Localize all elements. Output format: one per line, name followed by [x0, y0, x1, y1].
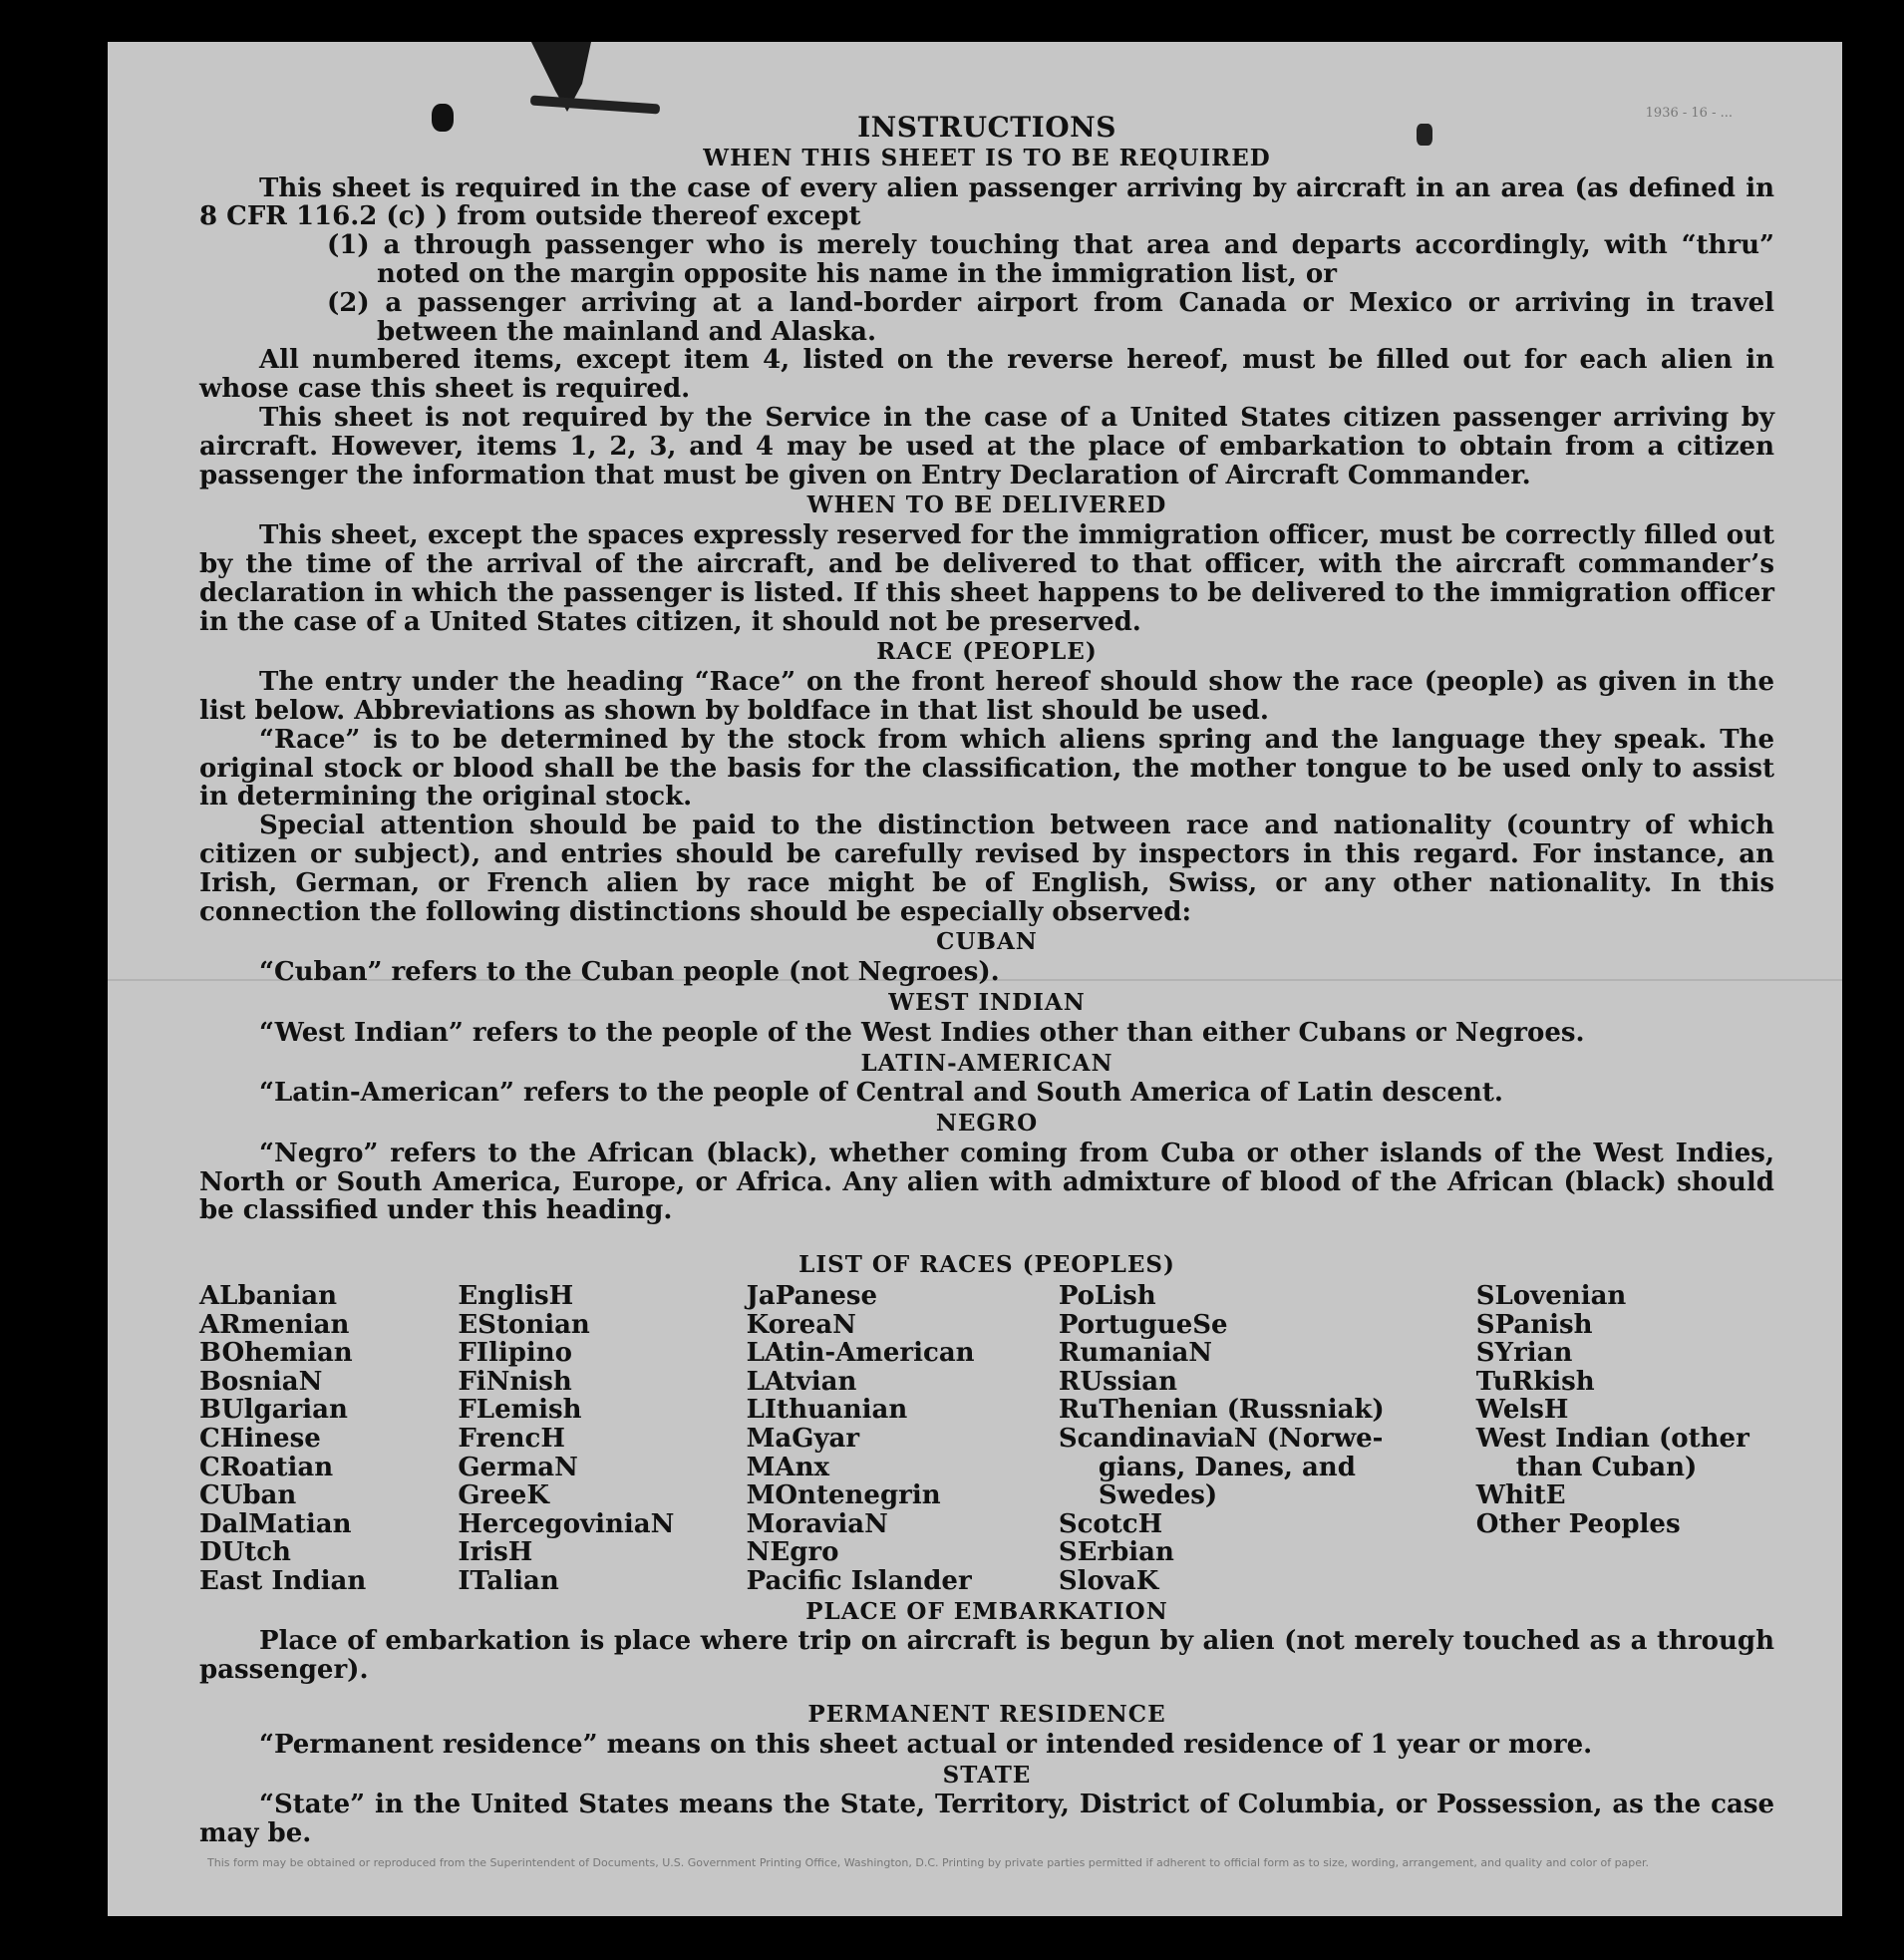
race-entry: ALbanian	[199, 1281, 338, 1312]
paragraph-cuban: “Cuban” refers to the Cuban people (not Negroes).	[259, 957, 1000, 988]
paragraph-residence: “Permanent residence” means on this sheet actual or intended residence of 1 year or more.	[259, 1729, 1593, 1760]
race-entry: SlovaK	[1058, 1566, 1159, 1597]
document-sheet	[108, 42, 1842, 1916]
race-entry: IrisH	[458, 1537, 533, 1568]
heading-cuban: CUBAN	[936, 928, 1038, 956]
exception-item-2: (2) a passenger arriving at a land-border airport from Canada or Mexico or arriving in travel between the mainland and Alaska.	[327, 287, 1774, 347]
races-column-5	[1476, 1282, 1774, 1596]
race-entry: FrencH	[458, 1424, 565, 1455]
race-entry: SLovenian	[1475, 1281, 1627, 1312]
race-entry: LIthuanian	[746, 1395, 908, 1426]
race-entry: CRoatian	[199, 1452, 334, 1482]
race-entry: LAtvian	[746, 1366, 857, 1397]
race-entry: TuRkish	[1475, 1366, 1595, 1397]
race-entry: ARmenian	[199, 1309, 350, 1340]
race-entry: MoraviaN	[746, 1508, 888, 1539]
footer-fine-print: This form may be obtained or reproduced from the Superintendent of Documents, U.S. Government Printing Office, Washington, D.C. Printing by private parties permitted if adherent to official form as to size, wording, arrangement, and quality and color of paper.	[207, 1856, 1650, 1869]
paragraph-race-1: The entry under the heading “Race” on the front hereof should show the race (people) as given in the list below. Abbreviations as shown by boldface in that list should be used.	[199, 667, 1774, 726]
heading-west-indian: WEST INDIAN	[888, 988, 1086, 1016]
heading-latin-american: LATIN-AMERICAN	[860, 1049, 1113, 1077]
exception-item-1: (1) a through passenger who is merely touching that area and departs accordingly, with “thru” noted on the margin opposite his name in the immigration list, or	[327, 230, 1774, 289]
paragraph-required: This sheet is required in the case of every alien passenger arriving by aircraft in an area (as defined in 8 CFR 116.2 (c) ) from outside thereof except	[199, 172, 1774, 232]
paragraph-latin-american: “Latin-American” refers to the people of Central and South America of Latin descent.	[259, 1078, 1503, 1109]
paragraph-embarkation: Place of embarkation is place where trip on aircraft is begun by alien (not merely touched as a through passenger).	[199, 1626, 1774, 1686]
page-title: INSTRUCTIONS	[857, 111, 1116, 144]
race-entry: SErbian	[1058, 1537, 1174, 1568]
ink-smear	[530, 95, 660, 114]
race-entry: PoLish	[1058, 1281, 1156, 1312]
paragraph-state: “State” in the United States means the State, Territory, District of Columbia, or Possession, as the case may be.	[199, 1790, 1774, 1849]
race-entry: Pacific Islander	[746, 1566, 972, 1597]
races-list	[199, 1282, 1774, 1596]
race-entry: Other Peoples	[1475, 1508, 1681, 1539]
race-entry: SPanish	[1475, 1309, 1593, 1340]
paragraph-not-required: This sheet is not required by the Service in the case of a United States citizen passenger arriving by aircraft. However, items 1, 2, 3, and 4 may be used at the place of embarkation to obtain from a citizen passenger the information that must be given on Entry Declaration of Aircraft Commander.	[199, 402, 1774, 490]
race-entry: RumaniaN	[1058, 1338, 1213, 1369]
paragraph-delivered: This sheet, except the spaces expressly reserved for the immigration officer, must be correctly filled out by the time of the arrival of the aircraft, and be delivered to that officer, with the aircraft commander’s declaration in which the passenger is listed. If this sheet happens to be delivered to the immigration officer in the case of a United States citizen, it should not be preserved.	[199, 520, 1774, 637]
race-entry: FLemish	[458, 1395, 582, 1426]
race-entry: PortugueSe	[1058, 1309, 1228, 1340]
race-entry: SYrian	[1475, 1338, 1573, 1369]
race-entry: GermaN	[458, 1452, 578, 1482]
races-column-1	[199, 1282, 458, 1596]
race-entry: RUssian	[1058, 1366, 1177, 1397]
race-entry: EStonian	[458, 1309, 590, 1340]
race-entry: KoreaN	[746, 1309, 856, 1340]
heading-negro: NEGRO	[935, 1110, 1039, 1138]
race-entry: MAnx	[746, 1452, 829, 1482]
race-entry: CHinese	[199, 1424, 321, 1455]
race-entry: DUtch	[199, 1537, 291, 1568]
race-entry: East Indian	[199, 1566, 367, 1597]
races-column-4	[1059, 1282, 1476, 1596]
race-entry: FiNnish	[458, 1366, 572, 1397]
paragraph-race-3: Special attention should be paid to the distinction between race and nationality (country of which citizen or subject), and entries should be carefully revised by inspectors in this regard. For instance, an Irish, German, or French alien by race might be of English, Swiss, or any other nationality. In this connection the following distinctions should be especially observed:	[199, 811, 1774, 927]
race-entry: NEgro	[746, 1537, 839, 1568]
heading-when-required: WHEN THIS SHEET IS TO BE REQUIRED	[703, 144, 1271, 171]
races-column-2	[458, 1282, 746, 1596]
heading-list-of-races: LIST OF RACES (PEOPLES)	[798, 1251, 1175, 1279]
race-entry: WhitE	[1475, 1480, 1566, 1511]
paragraph-race-2: “Race” is to be determined by the stock from which aliens spring and the language they speak. The original stock or blood shall be the basis for the classification, the mother tongue to be used only to assist in determining the original stock.	[199, 724, 1774, 813]
race-entry: GreeK	[458, 1480, 549, 1511]
race-entry: West Indian (other	[1475, 1424, 1749, 1455]
race-entry: MaGyar	[746, 1424, 860, 1455]
race-entry: FIlipino	[458, 1338, 573, 1369]
heading-place-of-embarkation: PLACE OF EMBARKATION	[805, 1597, 1168, 1625]
heading-permanent-residence: PERMANENT RESIDENCE	[807, 1701, 1166, 1728]
race-entry-continued: than Cuban)	[1515, 1452, 1698, 1482]
races-column-3	[747, 1282, 1059, 1596]
heading-race: RACE (PEOPLE)	[876, 638, 1098, 666]
exception-list	[327, 231, 1774, 346]
race-entry-continued: Swedes)	[1098, 1480, 1218, 1511]
race-entry: MOntenegrin	[746, 1480, 941, 1511]
paragraph-numbered-items: All numbered items, except item 4, listed on the reverse hereof, must be filled out for each alien in whose case this sheet is required.	[199, 345, 1774, 405]
race-entry: ITalian	[458, 1566, 559, 1597]
heading-state: STATE	[942, 1761, 1032, 1789]
race-entry: CUban	[199, 1480, 297, 1511]
race-entry: JaPanese	[746, 1281, 878, 1312]
race-entry: BOhemian	[199, 1338, 353, 1369]
race-entry: BosniaN	[199, 1366, 323, 1397]
race-entry: EnglisH	[458, 1281, 574, 1312]
paragraph-west-indian: “West Indian” refers to the people of the West Indies other than either Cubans or Negroes.	[259, 1017, 1585, 1048]
race-entry: HercegoviniaN	[458, 1508, 675, 1539]
race-entry-continued: gians, Danes, and	[1098, 1452, 1356, 1482]
paragraph-negro: “Negro” refers to the African (black), whether coming from Cuba or other islands of the West Indies, North or South America, Europe, or Africa. Any alien with admixture of blood of the African (black) should be classified under this heading.	[199, 1138, 1774, 1226]
race-entry: DalMatian	[199, 1508, 352, 1539]
header-ghost-text: 1936 - 16 - ...	[1645, 106, 1733, 121]
race-entry: RuThenian (Russniak)	[1058, 1395, 1385, 1426]
race-entry: WelsH	[1475, 1395, 1569, 1426]
race-entry: ScandinaviaN (Norwe-	[1058, 1424, 1384, 1455]
race-entry: BUlgarian	[199, 1395, 348, 1426]
race-entry: LAtin-American	[746, 1338, 975, 1369]
heading-when-delivered: WHEN TO BE DELIVERED	[806, 491, 1167, 519]
race-entry: ScotcH	[1058, 1508, 1163, 1539]
